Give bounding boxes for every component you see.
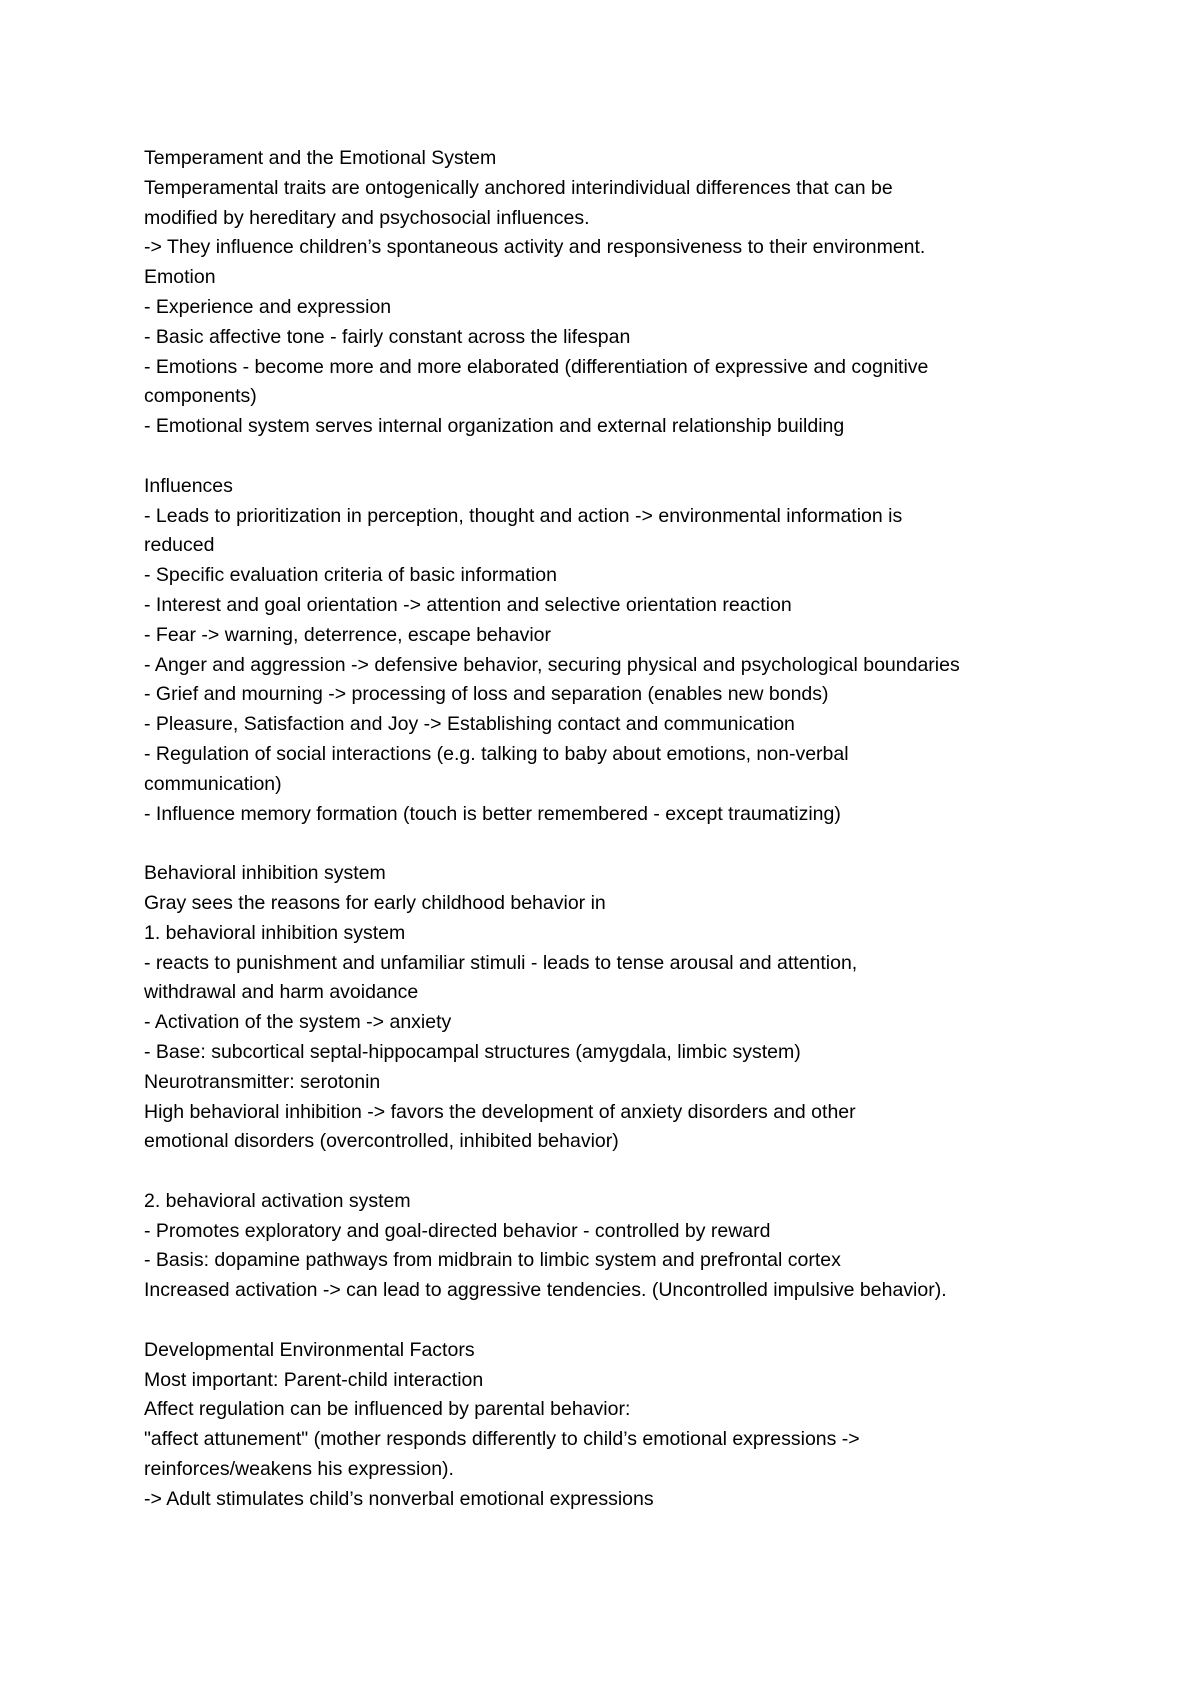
bullet-line: - reacts to punishment and unfamiliar stimuli - leads to tense arousal and attention, <box>144 951 858 974</box>
bullet-line: - Specific evaluation criteria of basic information <box>144 564 557 587</box>
text-line: Affect regulation can be influenced by parental behavior: <box>144 1398 631 1421</box>
bullet-line: - Activation of the system -> anxiety <box>144 1011 452 1034</box>
text-line: Most important: Parent-child interaction <box>144 1368 484 1391</box>
bullet-line: - Emotions - become more and more elaborated (differentiation of expressive and cognitive <box>144 355 929 378</box>
text-line: reinforces/weakens his expression). <box>144 1458 454 1481</box>
blank-line <box>144 1306 1084 1336</box>
section-heading: Influences <box>144 474 233 497</box>
section-heading: Behavioral inhibition system <box>144 862 386 885</box>
text-line: components) <box>144 385 257 408</box>
section-title: Temperament and the Emotional System <box>144 147 497 169</box>
bullet-line: - Pleasure, Satisfaction and Joy -> Establishing contact and communication <box>144 713 795 736</box>
text-line: High behavioral inhibition -> favors the development of anxiety disorders and other <box>144 1100 856 1123</box>
bullet-line: - Base: subcortical septal-hippocampal structures (amygdala, limbic system) <box>144 1040 801 1063</box>
numbered-item: 2. behavioral activation system <box>144 1189 411 1212</box>
bullet-line: - Basic affective tone - fairly constant across the lifespan <box>144 325 631 348</box>
blank-line <box>144 1157 1084 1187</box>
document-body <box>144 144 1084 1515</box>
text-line: withdrawal and harm avoidance <box>144 981 419 1004</box>
bullet-line: - Leads to prioritization in perception, thought and action -> environmental information is <box>144 504 903 527</box>
bullet-line: - Promotes exploratory and goal-directed behavior - controlled by reward <box>144 1219 771 1242</box>
text-line: Temperamental traits are ontogenically anchored interindividual differences that can be <box>144 176 893 199</box>
bullet-line: - Anger and aggression -> defensive behavior, securing physical and psychological boundaries <box>144 653 960 676</box>
text-line: communication) <box>144 772 282 795</box>
text-line: emotional disorders (overcontrolled, inhibited behavior) <box>144 1130 619 1153</box>
text-line: Increased activation -> can lead to aggressive tendencies. (Uncontrolled impulsive behavior). <box>144 1279 947 1302</box>
text-line: -> They influence children’s spontaneous activity and responsiveness to their environment. <box>144 236 926 259</box>
bullet-line: - Grief and mourning -> processing of loss and separation (enables new bonds) <box>144 683 829 706</box>
blank-line <box>144 829 1084 859</box>
bullet-line: - Fear -> warning, deterrence, escape behavior <box>144 623 552 646</box>
text-line: reduced <box>144 534 215 557</box>
bullet-line: - Interest and goal orientation -> attention and selective orientation reaction <box>144 593 792 616</box>
text-line: "affect attunement" (mother responds differently to child’s emotional expressions -> <box>144 1428 860 1451</box>
section-heading: Developmental Environmental Factors <box>144 1338 475 1361</box>
bullet-line: - Basis: dopamine pathways from midbrain to limbic system and prefrontal cortex <box>144 1249 841 1272</box>
bullet-line: - Regulation of social interactions (e.g. talking to baby about emotions, non-verbal <box>144 742 849 765</box>
section-heading: Emotion <box>144 266 216 289</box>
bullet-line: - Influence memory formation (touch is better remembered - except traumatizing) <box>144 802 841 825</box>
blank-line <box>144 442 1084 472</box>
bullet-line: - Emotional system serves internal organization and external relationship building <box>144 415 845 438</box>
numbered-item: 1. behavioral inhibition system <box>144 921 406 944</box>
text-line: Neurotransmitter: serotonin <box>144 1070 381 1093</box>
text-line: -> Adult stimulates child’s nonverbal emotional expressions <box>144 1487 654 1510</box>
bullet-line: - Experience and expression <box>144 295 392 318</box>
text-line: modified by hereditary and psychosocial influences. <box>144 206 590 229</box>
text-line: Gray sees the reasons for early childhood behavior in <box>144 891 606 914</box>
